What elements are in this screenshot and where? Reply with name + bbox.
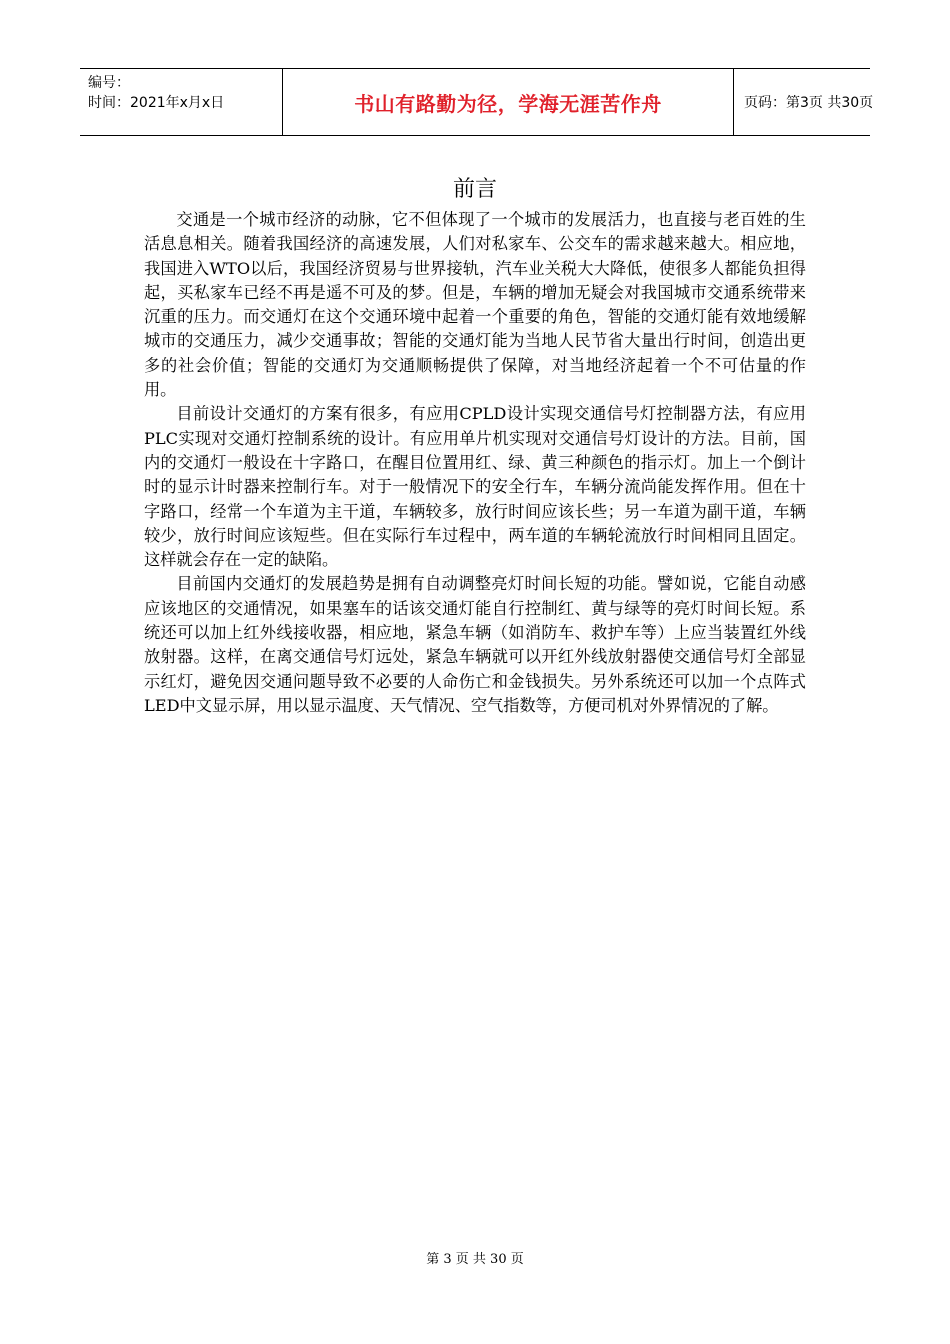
document-title: 前言 (452, 177, 497, 202)
paragraph-1: 交通是一个城市经济的动脉，它不但体现了一个城市的发展活力，也直接与老百姓的生活息息相关。随着我国经济的高速发展，人们对私家车、公交车的需求越来越大。相应地，我国进入WTO以后，我国经济贸易与世界接轨，汽车业关税大大降低，使很多人都能负担得起，买私家车已经不再是遥不可及的梦。但是，车辆的增加无疑会对我国城市交通系统带来沉重的压力。而交通灯在这个交通环境中起着一个重要的角色，智能的交通灯能有效地缓解城市的交通压力，减少交通事故；智能的交通灯能为当地人民节省大量出行时间，创造出更多的社会价值；智能的交通灯为交通顺畅提供了保障，对当地经济起着一个不可估量的作用。 (144, 210, 806, 400)
header-page-info: 页码：第3页 共30页 (744, 95, 874, 111)
paragraph-2: 目前设计交通灯的方案有很多，有应用CPLD设计实现交通信号灯控制器方法，有应用PLC实现对交通灯控制系统的设计。有应用单片机实现对交通信号灯设计的方法。目前，国内的交通灯一般设在十字路口，在醒目位置用红、绿、黄三种颜色的指示灯。加上一个倒计时的显示计时器来控制行车。对于一般情况下的安全行车，车辆分流尚能发挥作用。但在十字路口，经常一个车道为主干道，车辆较多，放行时间应该长些；另一车道为副干道，车辆较少，放行时间应该短些。但在实际行车过程中，两车道的车辆轮流放行时间相同且固定。这样就会存在一定的缺陷。 (144, 404, 806, 570)
document-body (144, 208, 806, 718)
document-number-label: 编号： (88, 75, 130, 91)
document-date-label: 时间：2021年x月x日 (88, 95, 225, 111)
header-meta-cell (80, 69, 282, 135)
header-motto-cell (282, 69, 734, 135)
page-footer: 第 3 页 共 30 页 (426, 1252, 524, 1267)
motto-text: 书山有路勤为径，学海无涯苦作舟 (354, 91, 662, 116)
paragraph-3: 目前国内交通灯的发展趋势是拥有自动调整亮灯时间长短的功能。譬如说，它能自动感应该地区的交通情况，如果塞车的话该交通灯能自行控制红、黄与绿等的亮灯时间长短。系统还可以加上红外线接收器，相应地，紧急车辆（如消防车、救护车等）上应当装置红外线放射器。这样，在离交通信号灯远处，紧急车辆就可以开红外线放射器使交通信号灯全部显示红灯，避免因交通问题导致不必要的人命伤亡和金钱损失。另外系统还可以加一个点阵式LED中文显示屏，用以显示温度、天气情况、空气指数等，方便司机对外界情况的了解。 (144, 574, 806, 715)
header-page-cell (734, 69, 874, 135)
page-header (80, 68, 874, 136)
